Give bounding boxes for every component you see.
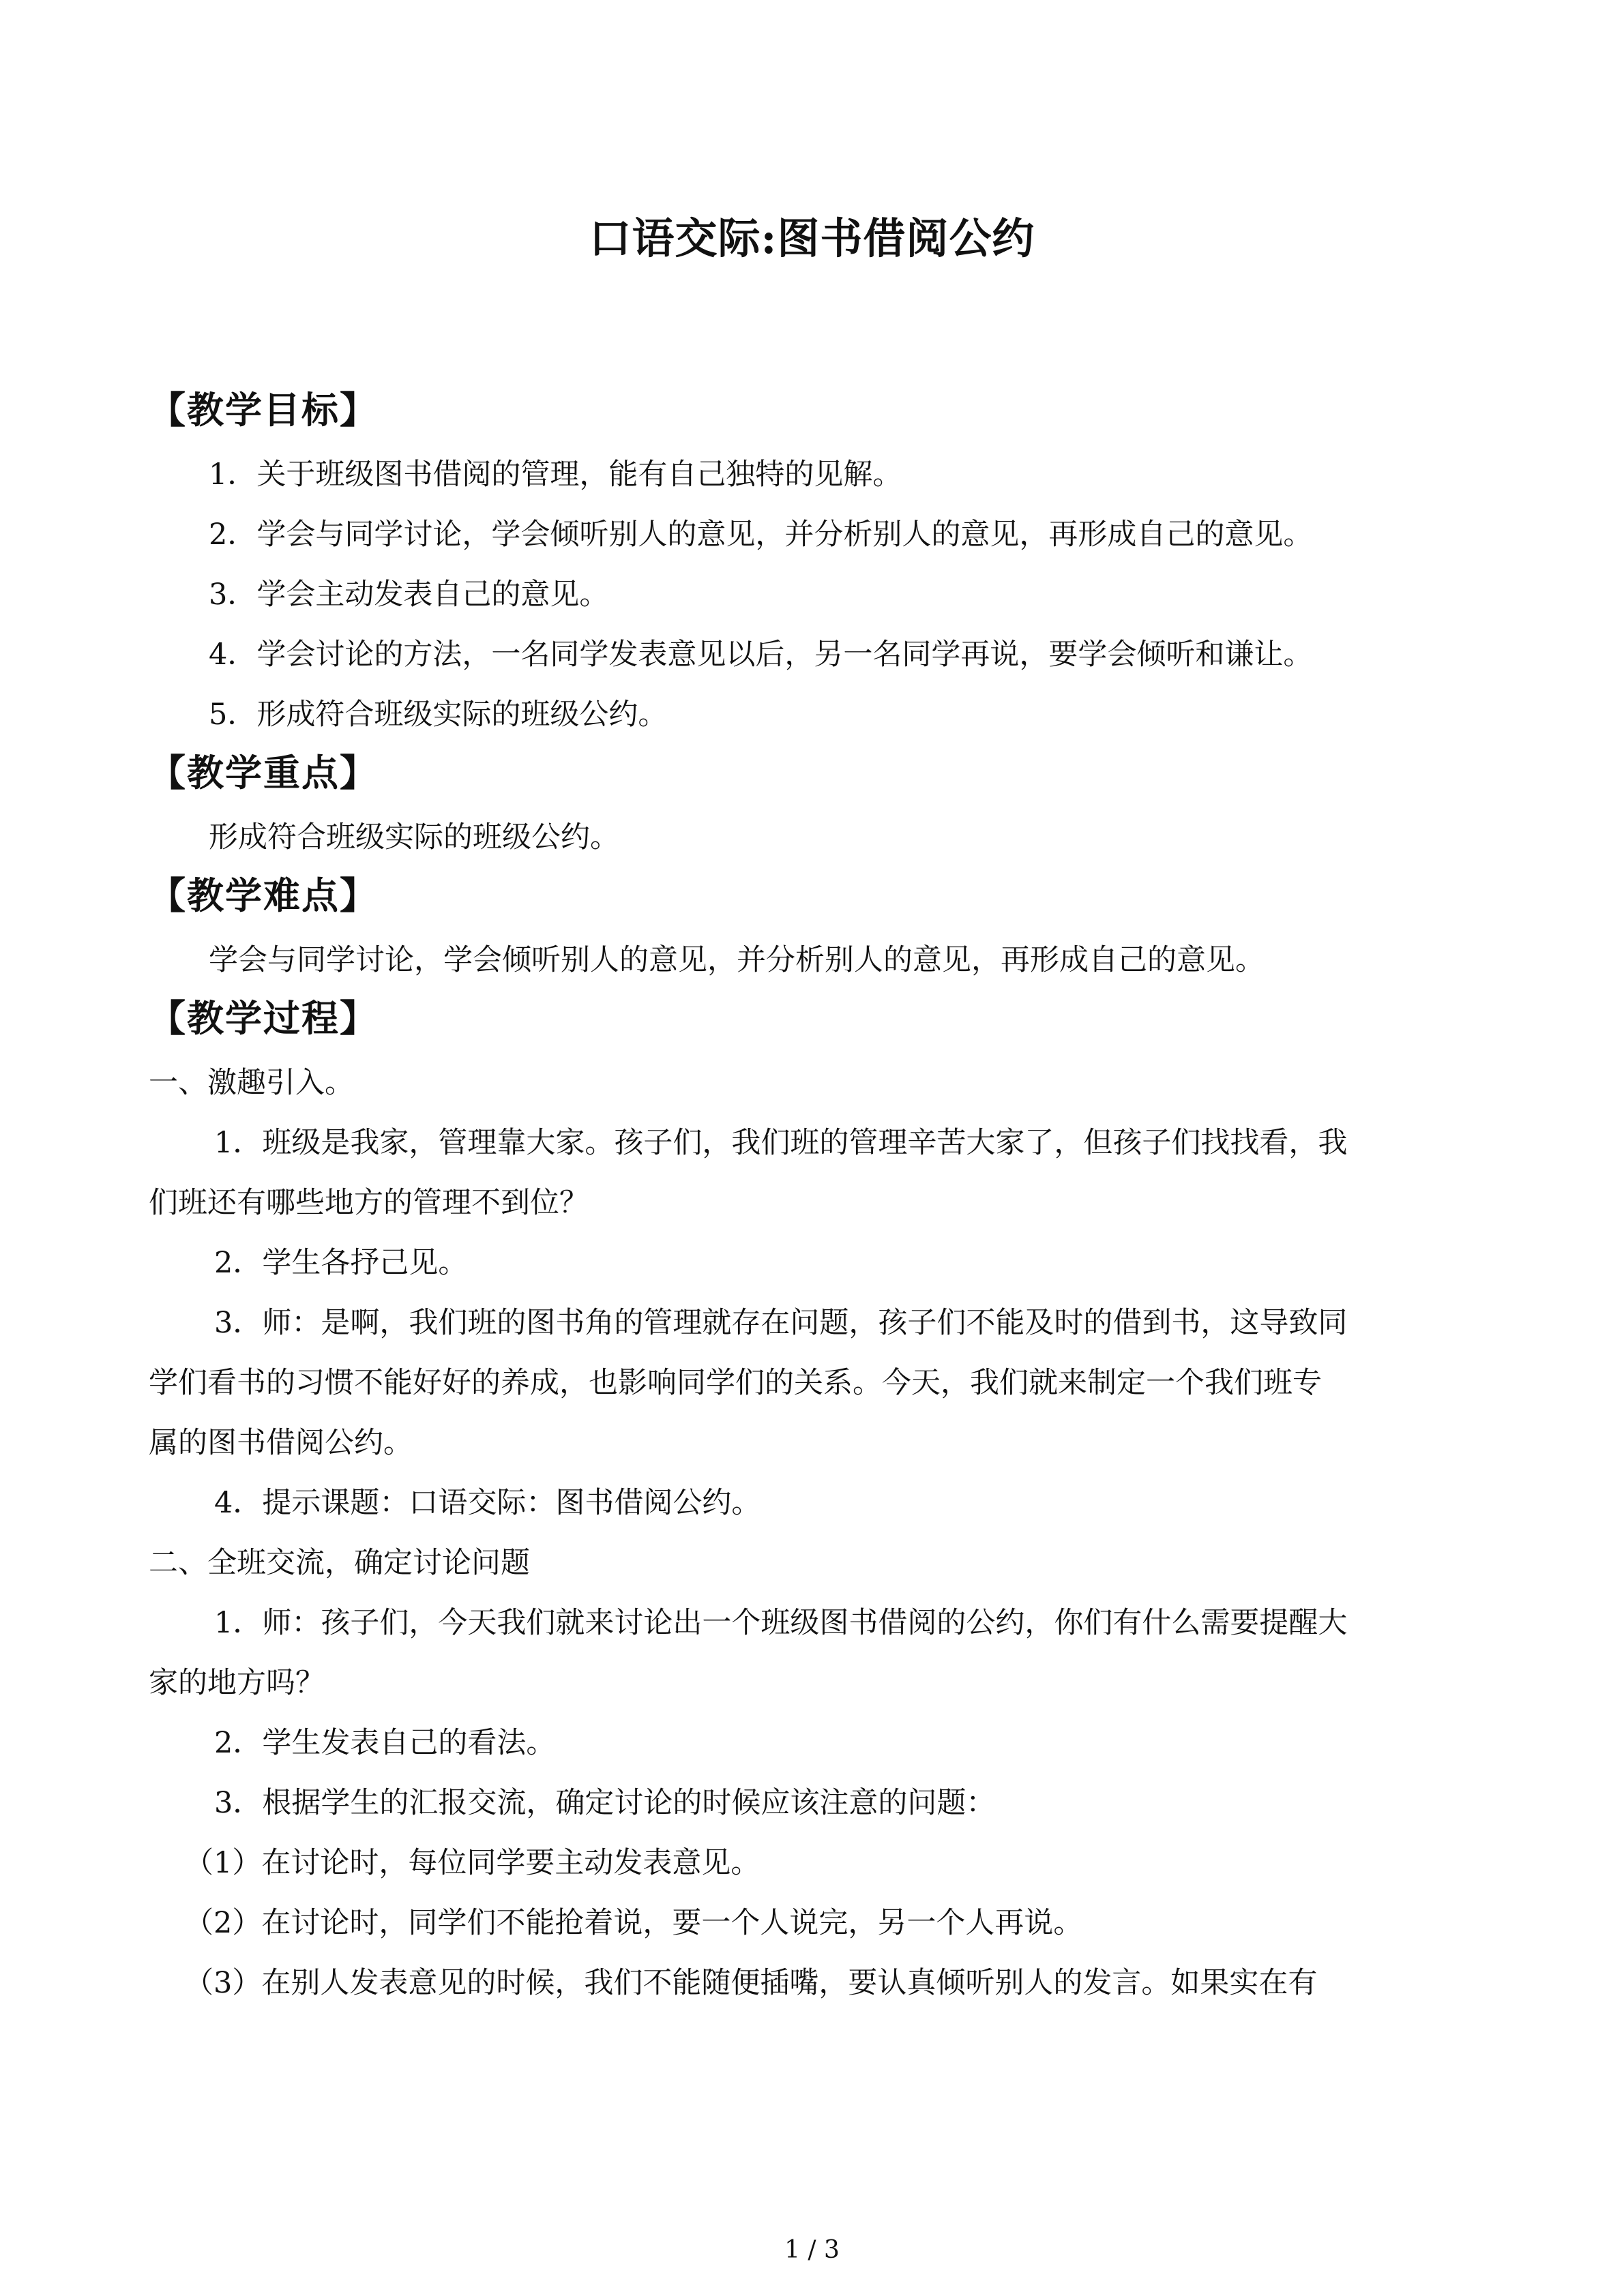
- difficulty-text: 学会与同学讨论，学会倾听别人的意见，并分析别人的意见，再形成自己的意见。: [209, 943, 1265, 977]
- objective-item: 2．学会与同学讨论，学会倾听别人的意见，并分析别人的意见，再形成自己的意见。: [209, 518, 1313, 552]
- process-paragraph: 2．学生发表自己的看法。: [214, 1726, 556, 1760]
- process-paragraph-continuation: 们班还有哪些地方的管理不到位？: [149, 1186, 589, 1220]
- objective-item: 3．学会主动发表自己的意见。: [209, 578, 609, 612]
- process-sub-item: （3）在别人发表意见的时候，我们不能随便插嘴，要认真倾听别人的发言。如果实在有: [184, 1966, 1318, 2000]
- process-paragraph: 2．学生各抒己见。: [214, 1246, 468, 1280]
- process-paragraph-continuation: 学们看书的习惯不能好好的养成，也影响同学们的关系。今天，我们就来制定一个我们班专: [149, 1366, 1322, 1400]
- process-sub-item: （1）在讨论时，每位同学要主动发表意见。: [184, 1846, 761, 1880]
- section-heading-process: 【教学过程】: [149, 997, 378, 1040]
- process-paragraph: 1．师：孩子们，今天我们就来讨论出一个班级图书借阅的公约，你们有什么需要提醒大: [214, 1606, 1348, 1640]
- process-paragraph-continuation: 家的地方吗？: [149, 1666, 325, 1700]
- process-sub-item: （2）在讨论时，同学们不能抢着说，要一个人说完，另一个人再说。: [184, 1906, 1083, 1940]
- document-body: [149, 382, 1479, 2013]
- document-title: 口语交际:图书借阅公约: [589, 213, 1035, 263]
- objective-item: 5．形成符合班级实际的班级公约。: [209, 698, 668, 732]
- section-heading-objectives: 【教学目标】: [149, 389, 378, 432]
- objective-item: 1．关于班级图书借阅的管理，能有自己独特的见解。: [209, 458, 902, 492]
- section-heading-key-point: 【教学重点】: [149, 751, 378, 794]
- section-heading-difficulty: 【教学难点】: [149, 874, 378, 917]
- process-paragraph: 4．提示课题：口语交际：图书借阅公约。: [214, 1486, 761, 1520]
- process-paragraph: 1．班级是我家，管理靠大家。孩子们，我们班的管理辛苦大家了，但孩子们找找看，我: [214, 1126, 1348, 1160]
- process-paragraph-continuation: 属的图书借阅公约。: [149, 1426, 413, 1460]
- process-part-title: 二、全班交流，确定讨论问题: [149, 1546, 530, 1580]
- key-point-text: 形成符合班级实际的班级公约。: [209, 820, 619, 854]
- process-paragraph: 3．根据学生的汇报交流，确定讨论的时候应该注意的问题：: [214, 1786, 996, 1820]
- process-part-title: 一、激趣引入。: [149, 1066, 354, 1100]
- process-paragraph: 3．师：是啊，我们班的图书角的管理就存在问题，孩子们不能及时的借到书，这导致同: [214, 1306, 1348, 1340]
- objective-item: 4．学会讨论的方法，一名同学发表意见以后，另一名同学再说，要学会倾听和谦让。: [209, 638, 1313, 672]
- page-number: 1 / 3: [784, 2236, 840, 2264]
